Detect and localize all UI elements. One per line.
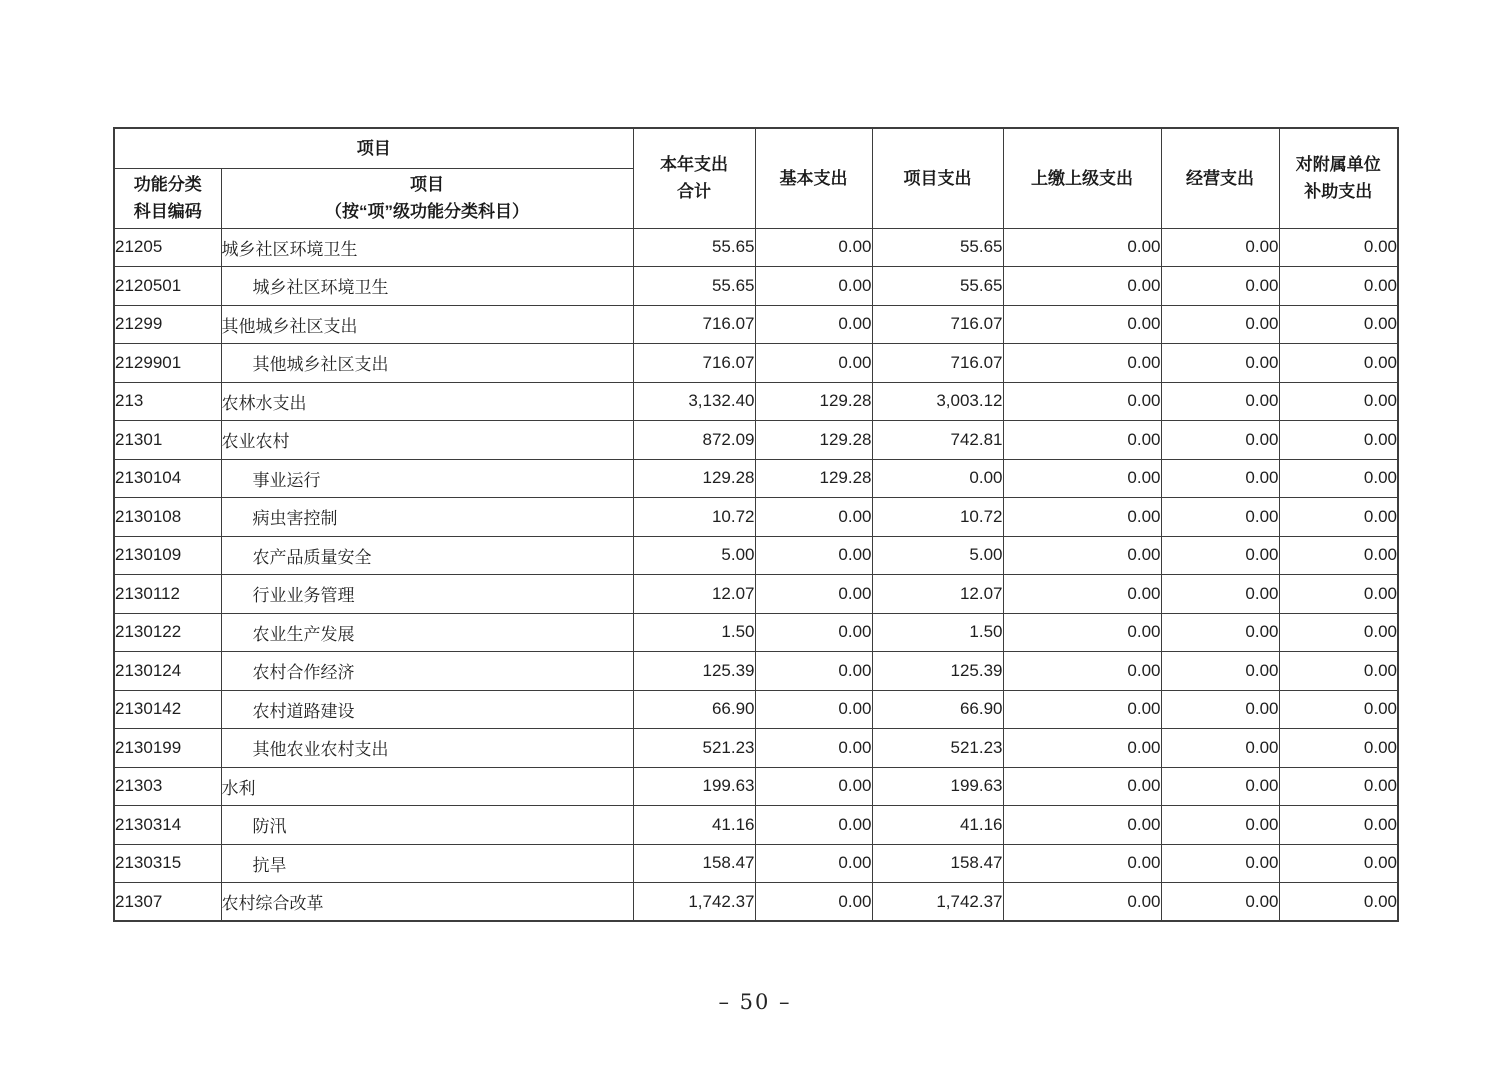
row-basic-value: 0.00 <box>755 652 872 691</box>
table-row <box>114 729 1398 768</box>
row-total-value: 158.47 <box>633 844 755 883</box>
row-project-value: 5.00 <box>872 536 1003 575</box>
row-name: 农村道路建设 <box>221 690 633 729</box>
row-project-value: 742.81 <box>872 421 1003 460</box>
row-project-value: 199.63 <box>872 767 1003 806</box>
row-upper-value: 0.00 <box>1003 228 1161 267</box>
table-row <box>114 883 1398 922</box>
row-upper-value: 0.00 <box>1003 613 1161 652</box>
row-code: 2130108 <box>114 498 221 537</box>
table-row <box>114 382 1398 421</box>
header-project-group <box>114 128 633 168</box>
row-operating-value: 0.00 <box>1161 690 1279 729</box>
table-row <box>114 536 1398 575</box>
row-operating-value: 0.00 <box>1161 344 1279 383</box>
row-basic-value: 0.00 <box>755 844 872 883</box>
row-name: 农业生产发展 <box>221 613 633 652</box>
table-row <box>114 421 1398 460</box>
header-project-exp-column <box>872 128 1003 228</box>
header-total-line1: 本年支出 <box>660 155 728 175</box>
row-upper-value: 0.00 <box>1003 421 1161 460</box>
row-code: 2130122 <box>114 613 221 652</box>
row-total-value: 3,132.40 <box>633 382 755 421</box>
header-basic-label: 基本支出 <box>779 168 848 188</box>
row-total-value: 199.63 <box>633 767 755 806</box>
row-subsidy-value: 0.00 <box>1279 305 1398 344</box>
row-subsidy-value: 0.00 <box>1279 421 1398 460</box>
row-upper-value: 0.00 <box>1003 382 1161 421</box>
row-code: 2130104 <box>114 459 221 498</box>
row-subsidy-value: 0.00 <box>1279 613 1398 652</box>
row-project-value: 41.16 <box>872 806 1003 845</box>
row-operating-value: 0.00 <box>1161 883 1279 922</box>
budget-expenditure-table <box>113 127 1399 922</box>
header-code-line2: 科目编码 <box>133 202 202 221</box>
header-code-line1: 功能分类 <box>133 174 202 194</box>
table-row <box>114 228 1398 267</box>
row-name: 城乡社区环境卫生 <box>221 228 633 267</box>
row-operating-value: 0.00 <box>1161 806 1279 845</box>
row-code: 2130112 <box>114 575 221 614</box>
row-code: 21205 <box>114 228 221 267</box>
header-total-line2: 合计 <box>677 182 711 202</box>
header-name-line2: （按“项”级功能分类科目） <box>325 202 529 221</box>
table-row <box>114 305 1398 344</box>
row-subsidy-value: 0.00 <box>1279 844 1398 883</box>
row-upper-value: 0.00 <box>1003 498 1161 537</box>
row-name: 抗旱 <box>221 844 633 883</box>
row-basic-value: 0.00 <box>755 883 872 922</box>
row-subsidy-value: 0.00 <box>1279 690 1398 729</box>
row-operating-value: 0.00 <box>1161 498 1279 537</box>
row-upper-value: 0.00 <box>1003 729 1161 768</box>
row-basic-value: 129.28 <box>755 421 872 460</box>
row-operating-value: 0.00 <box>1161 267 1279 306</box>
row-project-value: 1,742.37 <box>872 883 1003 922</box>
row-basic-value: 0.00 <box>755 536 872 575</box>
row-upper-value: 0.00 <box>1003 267 1161 306</box>
row-code: 2120501 <box>114 267 221 306</box>
row-basic-value: 0.00 <box>755 575 872 614</box>
row-total-value: 716.07 <box>633 305 755 344</box>
row-basic-value: 0.00 <box>755 767 872 806</box>
table-row <box>114 267 1398 306</box>
row-code: 21301 <box>114 421 221 460</box>
row-project-value: 125.39 <box>872 652 1003 691</box>
header-row-1 <box>114 128 1398 168</box>
header-upper-column <box>1003 128 1161 228</box>
row-name: 其他城乡社区支出 <box>221 344 633 383</box>
row-operating-value: 0.00 <box>1161 228 1279 267</box>
row-name: 其他农业农村支出 <box>221 729 633 768</box>
header-name-line1: 项目 <box>410 174 444 194</box>
row-upper-value: 0.00 <box>1003 844 1161 883</box>
row-upper-value: 0.00 <box>1003 305 1161 344</box>
row-code: 2130314 <box>114 806 221 845</box>
row-operating-value: 0.00 <box>1161 305 1279 344</box>
row-project-value: 55.65 <box>872 228 1003 267</box>
row-total-value: 125.39 <box>633 652 755 691</box>
row-basic-value: 0.00 <box>755 228 872 267</box>
row-operating-value: 0.00 <box>1161 652 1279 691</box>
row-project-value: 521.23 <box>872 729 1003 768</box>
row-basic-value: 0.00 <box>755 613 872 652</box>
row-operating-value: 0.00 <box>1161 613 1279 652</box>
header-operating-label: 经营支出 <box>1186 168 1254 188</box>
row-subsidy-value: 0.00 <box>1279 382 1398 421</box>
row-subsidy-value: 0.00 <box>1279 228 1398 267</box>
row-total-value: 55.65 <box>633 228 755 267</box>
row-total-value: 66.90 <box>633 690 755 729</box>
row-code: 2130109 <box>114 536 221 575</box>
row-total-value: 872.09 <box>633 421 755 460</box>
header-project-group-label: 项目 <box>356 138 391 158</box>
row-code: 2130199 <box>114 729 221 768</box>
row-subsidy-value: 0.00 <box>1279 267 1398 306</box>
row-upper-value: 0.00 <box>1003 883 1161 922</box>
row-basic-value: 129.28 <box>755 459 872 498</box>
row-name: 病虫害控制 <box>221 498 633 537</box>
row-project-value: 158.47 <box>872 844 1003 883</box>
row-basic-value: 0.00 <box>755 806 872 845</box>
row-name: 事业运行 <box>221 459 633 498</box>
table-row <box>114 498 1398 537</box>
row-upper-value: 0.00 <box>1003 806 1161 845</box>
row-name: 农村合作经济 <box>221 652 633 691</box>
table-row <box>114 344 1398 383</box>
row-total-value: 1,742.37 <box>633 883 755 922</box>
row-total-value: 10.72 <box>633 498 755 537</box>
row-name: 农业农村 <box>221 421 633 460</box>
table-body <box>114 228 1398 921</box>
row-upper-value: 0.00 <box>1003 575 1161 614</box>
row-subsidy-value: 0.00 <box>1279 498 1398 537</box>
row-code: 21303 <box>114 767 221 806</box>
row-upper-value: 0.00 <box>1003 344 1161 383</box>
row-code: 21307 <box>114 883 221 922</box>
row-total-value: 12.07 <box>633 575 755 614</box>
row-basic-value: 0.00 <box>755 729 872 768</box>
header-project-exp-label: 项目支出 <box>903 168 972 188</box>
row-total-value: 129.28 <box>633 459 755 498</box>
table-row <box>114 806 1398 845</box>
row-total-value: 521.23 <box>633 729 755 768</box>
page-number: – 50 – <box>718 990 792 1014</box>
row-name: 城乡社区环境卫生 <box>221 267 633 306</box>
header-basic-column <box>755 128 872 228</box>
table-row <box>114 844 1398 883</box>
table-row <box>114 575 1398 614</box>
header-subsidy-column <box>1279 128 1398 228</box>
row-operating-value: 0.00 <box>1161 536 1279 575</box>
row-name: 农产品质量安全 <box>221 536 633 575</box>
row-code: 2130124 <box>114 652 221 691</box>
table-row <box>114 652 1398 691</box>
row-subsidy-value: 0.00 <box>1279 536 1398 575</box>
row-subsidy-value: 0.00 <box>1279 575 1398 614</box>
header-subsidy-line1: 对附属单位 <box>1295 155 1381 175</box>
header-total-column <box>633 128 755 228</box>
row-name: 水利 <box>221 767 633 806</box>
row-total-value: 1.50 <box>633 613 755 652</box>
table-row <box>114 690 1398 729</box>
row-basic-value: 0.00 <box>755 690 872 729</box>
row-operating-value: 0.00 <box>1161 844 1279 883</box>
header-code-column <box>114 168 221 228</box>
row-upper-value: 0.00 <box>1003 459 1161 498</box>
row-upper-value: 0.00 <box>1003 690 1161 729</box>
row-total-value: 55.65 <box>633 267 755 306</box>
row-project-value: 1.50 <box>872 613 1003 652</box>
row-basic-value: 0.00 <box>755 267 872 306</box>
row-code: 21299 <box>114 305 221 344</box>
row-subsidy-value: 0.00 <box>1279 459 1398 498</box>
row-basic-value: 0.00 <box>755 344 872 383</box>
row-project-value: 3,003.12 <box>872 382 1003 421</box>
row-subsidy-value: 0.00 <box>1279 883 1398 922</box>
row-upper-value: 0.00 <box>1003 536 1161 575</box>
header-name-column <box>221 168 633 228</box>
row-project-value: 66.90 <box>872 690 1003 729</box>
row-operating-value: 0.00 <box>1161 459 1279 498</box>
row-code: 2130142 <box>114 690 221 729</box>
row-project-value: 716.07 <box>872 305 1003 344</box>
row-subsidy-value: 0.00 <box>1279 729 1398 768</box>
row-total-value: 5.00 <box>633 536 755 575</box>
header-subsidy-line2: 补助支出 <box>1304 182 1373 202</box>
row-name: 防汛 <box>221 806 633 845</box>
row-name: 行业业务管理 <box>221 575 633 614</box>
table-row <box>114 613 1398 652</box>
row-name: 农林水支出 <box>221 382 633 421</box>
row-name: 其他城乡社区支出 <box>221 305 633 344</box>
header-operating-column <box>1161 128 1279 228</box>
row-basic-value: 0.00 <box>755 498 872 537</box>
row-code: 2129901 <box>114 344 221 383</box>
row-upper-value: 0.00 <box>1003 652 1161 691</box>
row-operating-value: 0.00 <box>1161 729 1279 768</box>
row-subsidy-value: 0.00 <box>1279 806 1398 845</box>
row-upper-value: 0.00 <box>1003 767 1161 806</box>
row-subsidy-value: 0.00 <box>1279 767 1398 806</box>
row-operating-value: 0.00 <box>1161 767 1279 806</box>
table-header <box>114 128 1398 228</box>
row-project-value: 55.65 <box>872 267 1003 306</box>
row-basic-value: 0.00 <box>755 305 872 344</box>
row-code: 213 <box>114 382 221 421</box>
row-project-value: 0.00 <box>872 459 1003 498</box>
row-subsidy-value: 0.00 <box>1279 652 1398 691</box>
row-project-value: 716.07 <box>872 344 1003 383</box>
header-upper-label: 上缴上级支出 <box>1031 168 1133 188</box>
row-operating-value: 0.00 <box>1161 421 1279 460</box>
row-subsidy-value: 0.00 <box>1279 344 1398 383</box>
table-row <box>114 767 1398 806</box>
row-name: 农村综合改革 <box>221 883 633 922</box>
row-basic-value: 129.28 <box>755 382 872 421</box>
row-operating-value: 0.00 <box>1161 382 1279 421</box>
row-operating-value: 0.00 <box>1161 575 1279 614</box>
row-code: 2130315 <box>114 844 221 883</box>
row-project-value: 12.07 <box>872 575 1003 614</box>
row-project-value: 10.72 <box>872 498 1003 537</box>
table-row <box>114 459 1398 498</box>
row-total-value: 716.07 <box>633 344 755 383</box>
row-total-value: 41.16 <box>633 806 755 845</box>
